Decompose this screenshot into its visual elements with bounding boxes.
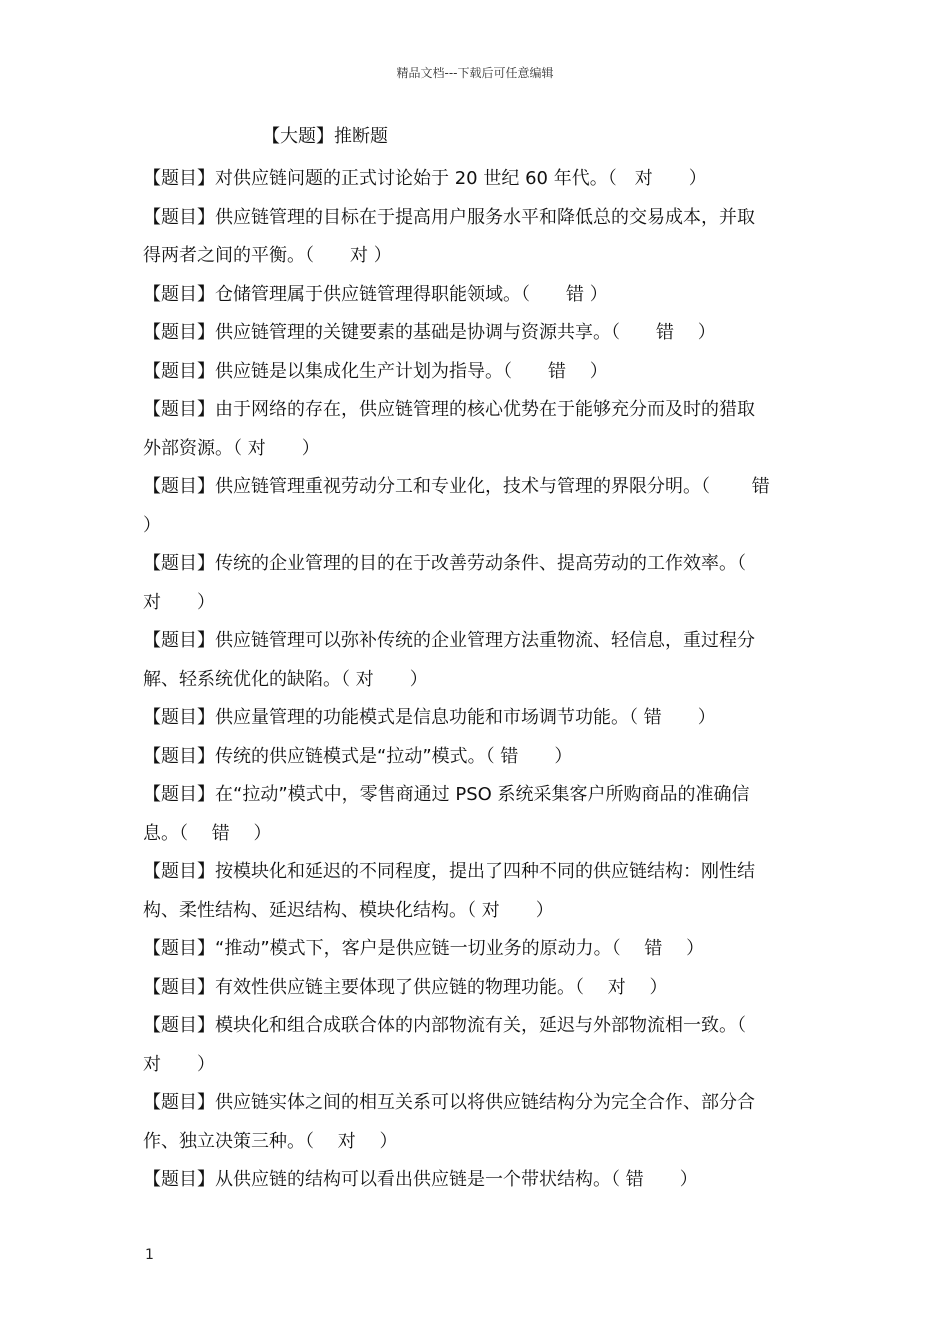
question-item xyxy=(143,1161,811,1200)
question-line: 【题目】供应链管理重视劳动分工和专业化，技术与管理的界限分明。（ 错 xyxy=(143,476,770,497)
page-header-note: 精品文档---下载后可任意编辑 xyxy=(396,66,554,80)
page-number: 1 xyxy=(145,1247,154,1263)
question-item xyxy=(143,160,811,199)
question-line: 【题目】由于网络的存在，供应链管理的核心优势在于能够充分而及时的猎取 xyxy=(143,399,755,420)
question-line: 【题目】按模块化和延迟的不同程度，提出了四种不同的供应链结构：刚性结 xyxy=(143,861,755,882)
question-line: 【题目】供应量管理的功能模式是信息功能和市场调节功能。（ 错 ） xyxy=(143,707,716,728)
question-line: 【题目】传统的供应链模式是“拉动”模式。（ 错 ） xyxy=(143,745,573,767)
question-line: 【题目】从供应链的结构可以看出供应链是一个带状结构。（ 错 ） xyxy=(143,1169,698,1190)
question-line: ） xyxy=(143,514,161,536)
question-item xyxy=(143,1084,811,1161)
question-line: 【题目】在“拉动”模式中，零售商通过 PSO 系统采集客户所购商品的准确信 xyxy=(143,784,750,805)
question-list xyxy=(143,160,811,1200)
question-line: 【题目】供应链管理可以弥补传统的企业管理方法重物流、轻信息，重过程分 xyxy=(143,630,755,651)
question-item xyxy=(143,738,811,777)
question-item xyxy=(143,468,811,545)
question-line: 得两者之间的平衡。（ 对 ） xyxy=(143,245,392,266)
question-line: 【题目】传统的企业管理的目的在于改善劳动条件、提高劳动的工作效率。（ xyxy=(143,553,746,574)
question-item xyxy=(143,314,811,353)
question-line: 对 ） xyxy=(143,591,215,613)
question-item xyxy=(143,1007,811,1084)
question-item xyxy=(143,699,811,738)
question-item xyxy=(143,930,811,969)
question-item xyxy=(143,276,811,315)
question-line: 对 ） xyxy=(143,1053,215,1075)
question-item xyxy=(143,776,811,853)
question-line: 作、独立决策三种。（ 对 ） xyxy=(143,1130,398,1152)
question-line: 构、柔性结构、延迟结构、模块化结构。（ 对 ） xyxy=(143,899,554,921)
question-line: 外部资源。（ 对 ） xyxy=(143,437,320,459)
question-line: 【题目】对供应链问题的正式讨论始于 20 世纪 60 年代。（ 对 ） xyxy=(143,168,707,189)
question-item xyxy=(143,353,811,392)
question-item xyxy=(143,622,811,699)
question-line: 解、轻系统优化的缺陷。（ 对 ） xyxy=(143,668,428,690)
question-item xyxy=(143,199,811,276)
question-item xyxy=(143,545,811,622)
question-line: 【题目】供应链实体之间的相互关系可以将供应链结构分为完全合作、部分合 xyxy=(143,1092,755,1113)
question-line: 【题目】“推动”模式下，客户是供应链一切业务的原动力。（ 错 ） xyxy=(143,938,705,959)
question-line: 【题目】供应链是以集成化生产计划为指导。（ 错 ） xyxy=(143,360,608,382)
question-line: 息。（ 错 ） xyxy=(143,822,272,844)
question-line: 【题目】供应链管理的关键要素的基础是协调与资源共享。（ 错 ） xyxy=(143,322,716,343)
question-item xyxy=(143,391,811,468)
question-line: 【题目】有效性供应链主要体现了供应链的物理功能。（ 对 ） xyxy=(143,976,668,998)
question-item xyxy=(143,853,811,930)
section-title: 【大题】推断题 xyxy=(262,126,388,147)
question-line: 【题目】供应链管理的目标在于提高用户服务水平和降低总的交易成本，并取 xyxy=(143,206,755,228)
question-line: 【题目】模块化和组合成联合体的内部物流有关，延迟与外部物流相一致。（ xyxy=(143,1015,746,1036)
question-line: 【题目】仓储管理属于供应链管理得职能领域。（ 错 ） xyxy=(143,283,608,305)
question-item xyxy=(143,969,811,1008)
